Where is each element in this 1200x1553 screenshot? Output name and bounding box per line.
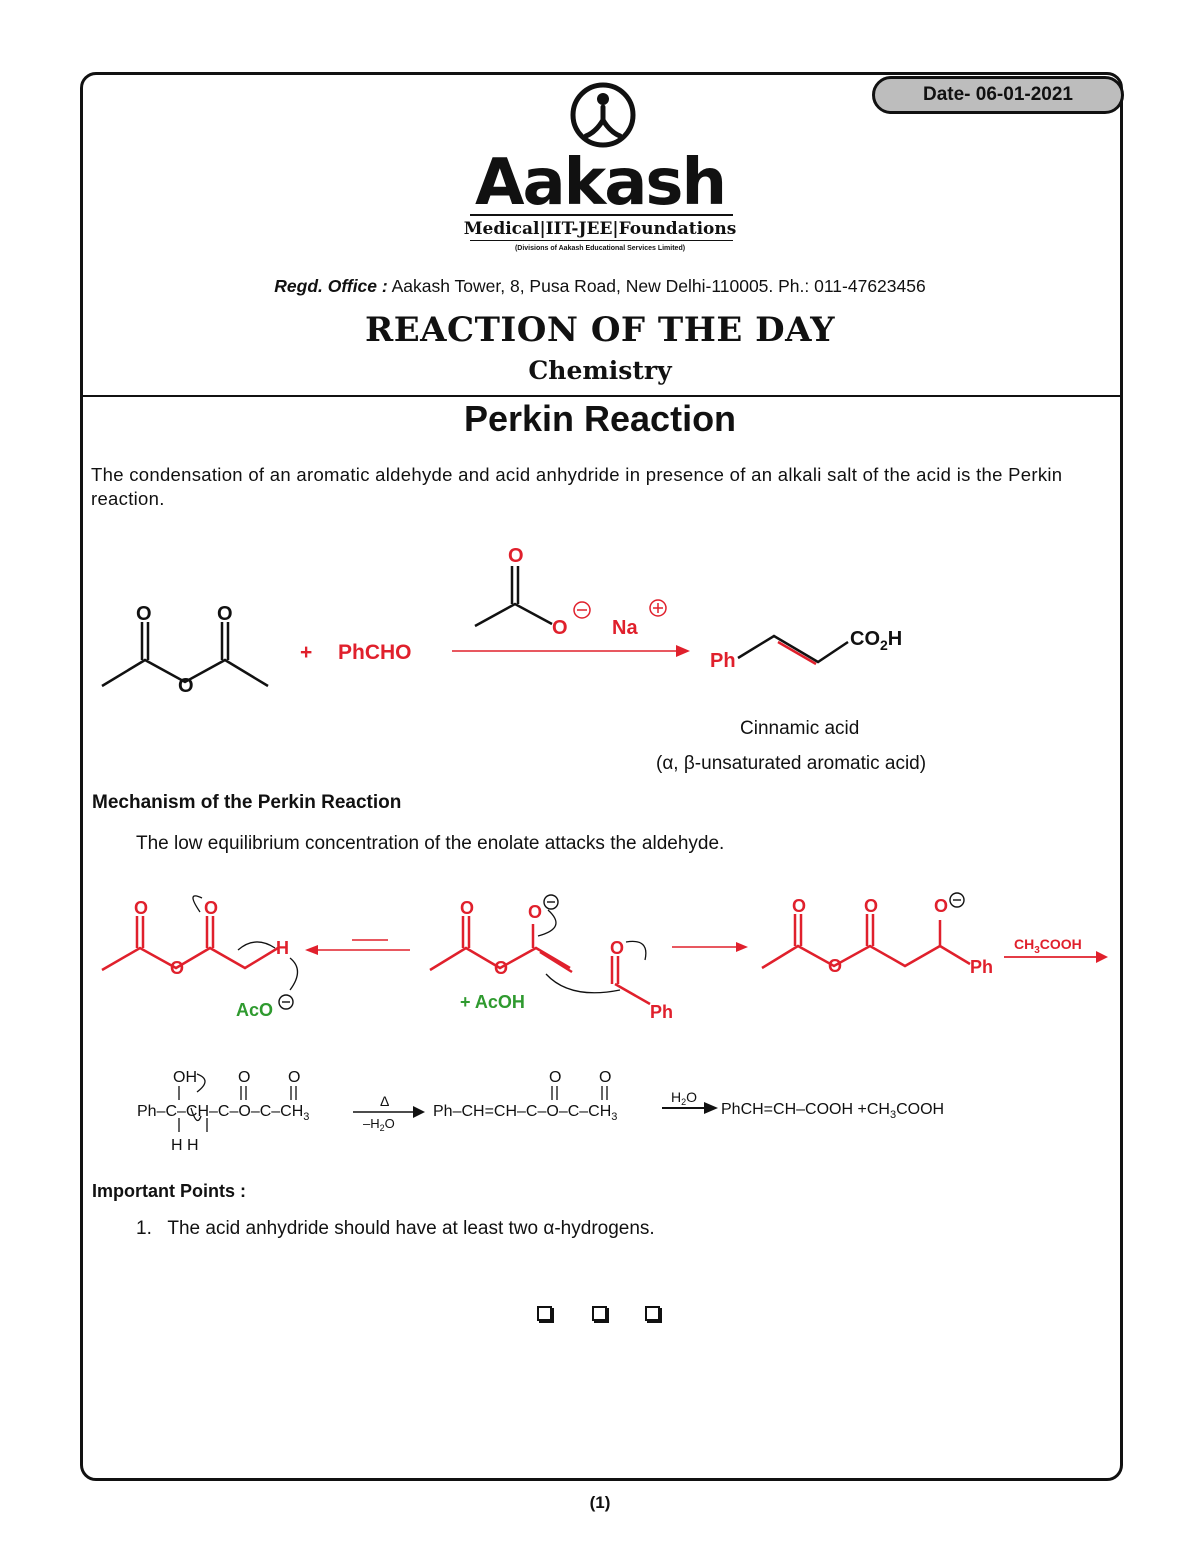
eq-o2: O (288, 1069, 301, 1086)
mechanism-heading: Mechanism of the Perkin Reaction (92, 792, 402, 813)
byproduct-acoh: + AcOH (460, 992, 525, 1012)
mech2-o3: O (494, 958, 509, 978)
tagline-rule-bottom (470, 240, 733, 241)
intro-paragraph: The condensation of an aromatic aldehyde and acid anhydride in presence of an alkali salt of the acid is the Perkin reaction. (91, 464, 1063, 509)
brand-name: Aakash (474, 146, 726, 220)
reaction-scheme (90, 530, 1030, 710)
anhydride-o-bridge: O (178, 675, 194, 697)
product-description: (α, β-unsaturated aromatic acid) (656, 753, 927, 774)
product-name: Cinnamic acid (740, 718, 860, 739)
mechanism-text: The low equilibrium concentration of the enolate attacks the aldehyde. (136, 833, 725, 854)
plus-sign: + (300, 641, 313, 664)
important-heading: Important Points : (92, 1181, 246, 1201)
regd-address: Aakash Tower, 8, Pusa Road, New Delhi-110005. Ph.: 011-47623456 (387, 276, 926, 296)
brand-tagline: Medical|IIT-JEE|Foundations (463, 219, 737, 239)
subject-label: Chemistry (528, 356, 672, 385)
aakash-logo-icon (568, 80, 638, 150)
mech2-o1: O (460, 898, 475, 918)
division-note: (Divisions of Aakash Educational Services Limited) (514, 245, 686, 252)
mech3-o1: O (792, 896, 807, 916)
eq-o4: O (599, 1069, 612, 1086)
eq-dehydration: $-H_2O$ (363, 1116, 395, 1133)
regd-label: Regd. Office : (274, 276, 388, 296)
end-box-icon (537, 1306, 552, 1321)
eq-o3: O (549, 1069, 562, 1086)
mech1-o3: O (170, 958, 185, 978)
tagline-rule (470, 214, 733, 216)
sodium-label: Na (612, 617, 638, 639)
eq-hydrolysis: $H_2O$ (671, 1089, 698, 1107)
mech3-o4: O (934, 896, 949, 916)
acetate-o2: O (552, 617, 568, 639)
registered-office (0, 276, 1200, 297)
eq-oh: OH (173, 1069, 197, 1086)
eq-intermediate: $Ph-CH=CH-C-O-C-CH_3$ (433, 1103, 618, 1123)
acetate-base: AcO (236, 1000, 274, 1020)
eq-o1: O (238, 1069, 251, 1086)
point-item (136, 1218, 655, 1240)
mech3-o3: O (828, 956, 843, 976)
acetate-o1: O (508, 545, 524, 567)
eq-product: PhCH=CH–COOH $+CH_3COOH$ (721, 1101, 945, 1121)
mech1-o1: O (134, 898, 149, 918)
anhydride-o1: O (136, 603, 152, 625)
mech2-o2: O (528, 902, 543, 922)
anhydride-o2: O (217, 603, 233, 625)
end-box-icon (592, 1306, 607, 1321)
benzaldehyde-label: PhCHO (338, 641, 412, 664)
mech3-ph: Ph (970, 957, 994, 977)
eq-heat: Δ (380, 1093, 390, 1109)
point-number: 1. (136, 1218, 152, 1239)
product-co2h: $CO_2H$ (850, 628, 903, 653)
mechanism-scheme (90, 880, 1120, 1030)
elimination-equation (135, 1062, 1005, 1154)
product-ph: Ph (710, 650, 736, 672)
mech1-o2: O (204, 898, 219, 918)
end-box-icon (645, 1306, 660, 1321)
eq-hydrogens: H H (171, 1137, 199, 1154)
header-divider (80, 395, 1123, 397)
date-badge: Date- 06-01-2021 (872, 76, 1124, 114)
eq-substrate: $Ph-C-CH-C-O-C-CH_3$ (137, 1103, 310, 1123)
point-text: The acid anhydride should have at least two α-hydrogens. (167, 1218, 655, 1239)
mech-aldehyde-ph: Ph (650, 1002, 674, 1022)
page-number: (1) (589, 1493, 611, 1512)
topic-title: Perkin Reaction (463, 398, 737, 439)
mech-aldehyde-o: O (610, 938, 625, 958)
acetic-acid-label: $CH_3COOH$ (1014, 936, 1082, 956)
banner-title: REACTION OF THE DAY (364, 310, 836, 350)
mech3-o2: O (864, 896, 879, 916)
alpha-hydrogen: H (276, 938, 289, 958)
